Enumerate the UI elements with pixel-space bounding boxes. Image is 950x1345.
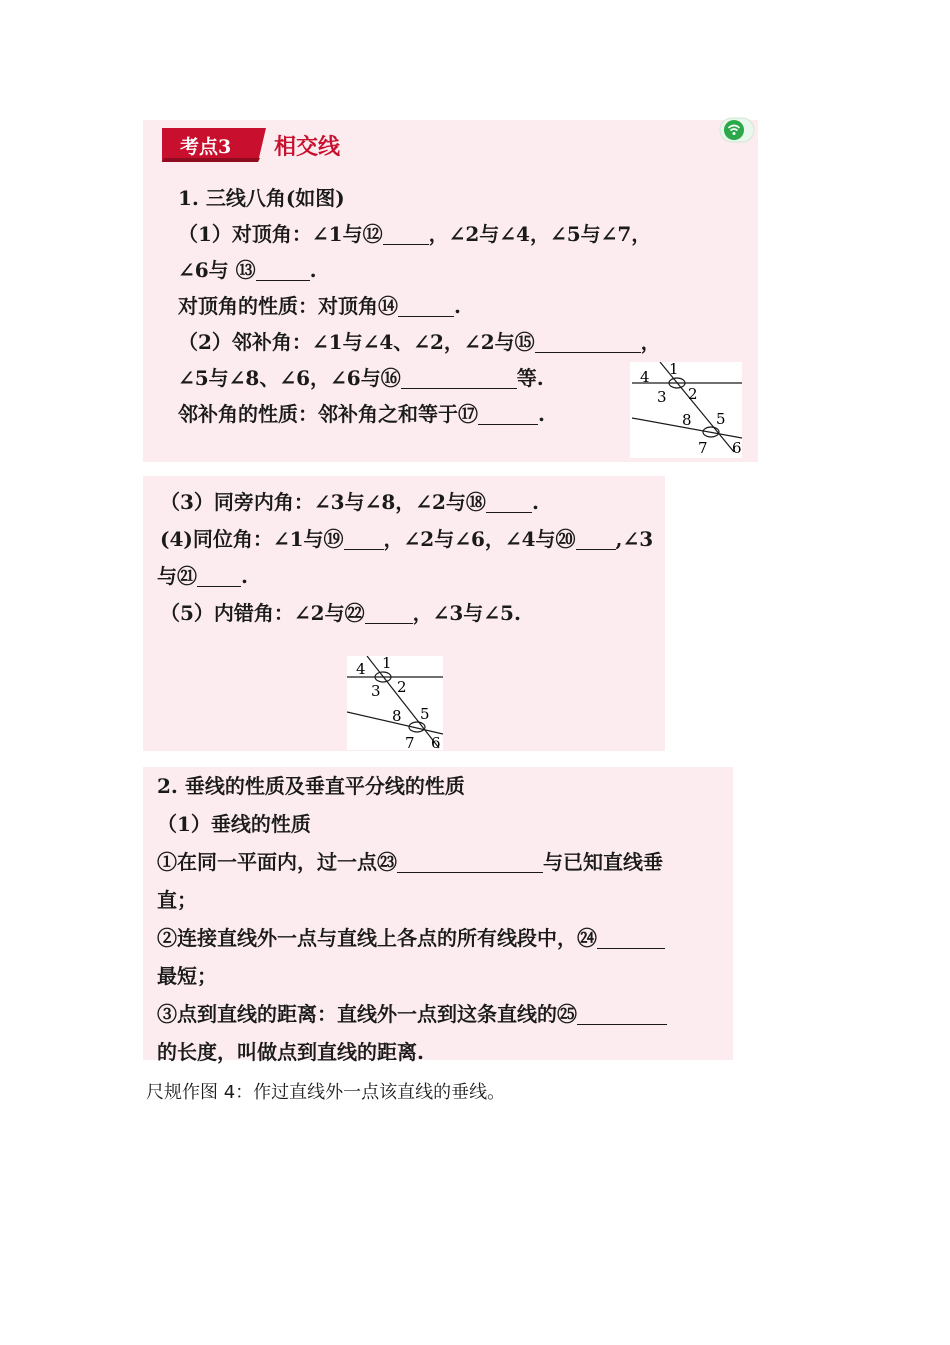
alternate-angles-line [160,597,521,626]
answer-blank-14 [398,296,454,317]
co-interior-angles-text: （3）同旁内角：∠3与∠8，∠2与⑱ [160,490,486,514]
corresponding-angles-text-2: 与㉑ [157,564,197,588]
figure-label: 3 [657,388,667,406]
period: . [538,402,545,426]
figure-label: 6 [732,439,742,457]
figure-label: 4 [640,368,650,386]
wifi-icon [718,116,758,144]
answer-blank-15 [535,332,641,353]
corresponding-angles-text-c: ,∠3 [615,527,654,551]
perpendicular-rule-1-text-b: 与已知直线垂 [543,850,663,874]
answer-blank-25 [577,1004,667,1025]
answer-blank-24 [597,928,665,949]
figure-label: 1 [669,362,679,378]
vertical-angles-property [178,290,461,319]
corresponding-angles-line-2 [157,560,248,589]
topic-badge [162,128,270,162]
adjacent-angles-text: （2）邻补角：∠1与∠4、∠2，∠2与⑮ [178,330,535,354]
corresponding-angles-line [160,523,653,552]
perpendicular-property-heading: （1）垂线的性质 [157,812,311,836]
vertical-angles-text-2: ∠6与 ⑬ [178,258,256,282]
angles-figure-2 [347,656,443,750]
perpendicular-rule-1 [157,846,663,875]
answer-blank-17 [478,404,538,425]
period: . [531,490,539,514]
perpendicular-rule-3 [157,998,667,1027]
co-interior-angles-line [160,486,539,515]
answer-blank-12 [383,224,429,245]
figure-label: 7 [698,439,708,457]
perpendicular-rule-2-text: ②连接直线外一点与直线上各点的所有线段中，㉔ [157,926,597,950]
figure-label: 8 [682,411,692,429]
perpendicular-rule-1-text: ①在同一平面内，过一点㉓ [157,850,397,874]
adjacent-angles-property [178,398,545,427]
answer-blank-22 [365,603,413,624]
answer-blank-23 [397,852,543,873]
figure-label: 7 [405,734,415,750]
adjacent-angles-property-text: 邻补角的性质：邻补角之和等于⑰ [178,402,478,426]
topic-badge-label: 考点3 [180,136,232,158]
vertical-angles-line-2 [178,254,317,283]
answer-blank-21 [197,566,241,587]
construction-caption: 尺规作图 4：作过直线外一点该直线的垂线。 [146,1082,506,1103]
figure-label: 5 [420,705,430,723]
period: . [241,564,248,588]
perpendicular-rule-1-cont: 直； [157,888,197,912]
vertical-angles-text: （1）对顶角：∠1与⑫ [178,222,383,246]
comma: ， [640,330,661,354]
alternate-angles-text-b: ，∠3与∠5. [412,601,521,625]
adjacent-angles-line [178,326,661,355]
perpendicular-rule-3-cont: 的长度，叫做点到直线的距离. [157,1040,424,1064]
figure-label: 3 [371,682,381,700]
figure-label: 2 [688,385,698,403]
alternate-angles-text: （5）内错角：∠2与㉒ [160,601,365,625]
answer-blank-13 [256,260,310,281]
section-3-heading: 2. 垂线的性质及垂直平分线的性质 [157,774,465,798]
topic-title: 相交线 [274,135,341,160]
perpendicular-rule-2-cont: 最短； [157,964,217,988]
answer-blank-18 [486,492,532,513]
angles-figure-1 [630,362,742,458]
figure-label: 2 [397,678,407,696]
period: . [454,294,461,318]
figure-label: 6 [431,734,441,750]
section-1-heading: 1. 三线八角(如图) [178,186,345,210]
answer-blank-19 [344,529,384,550]
etc-text: 等. [516,366,544,390]
figure-label: 5 [716,410,726,428]
answer-blank-20 [576,529,616,550]
answer-blank-16 [401,368,517,389]
period: . [309,258,317,282]
vertical-angles-property-text: 对顶角的性质：对顶角⑭ [178,294,398,318]
figure-label: 1 [382,656,392,672]
vertical-angles-text-b: ，∠2与∠4，∠5与∠7， [428,222,652,246]
figure-label: 4 [356,660,366,678]
vertical-angles-line [178,218,651,247]
corresponding-angles-text: (4)同位角：∠1与⑲ [160,527,344,551]
figure-label: 8 [392,707,402,725]
corresponding-angles-text-b: ，∠2与∠6，∠4与⑳ [383,527,576,551]
perpendicular-rule-3-text: ③点到直线的距离：直线外一点到这条直线的㉕ [157,1002,577,1026]
adjacent-angles-line-2 [178,362,544,391]
adjacent-angles-text-2: ∠5与∠8、∠6，∠6与⑯ [178,366,401,390]
perpendicular-rule-2 [157,922,665,951]
